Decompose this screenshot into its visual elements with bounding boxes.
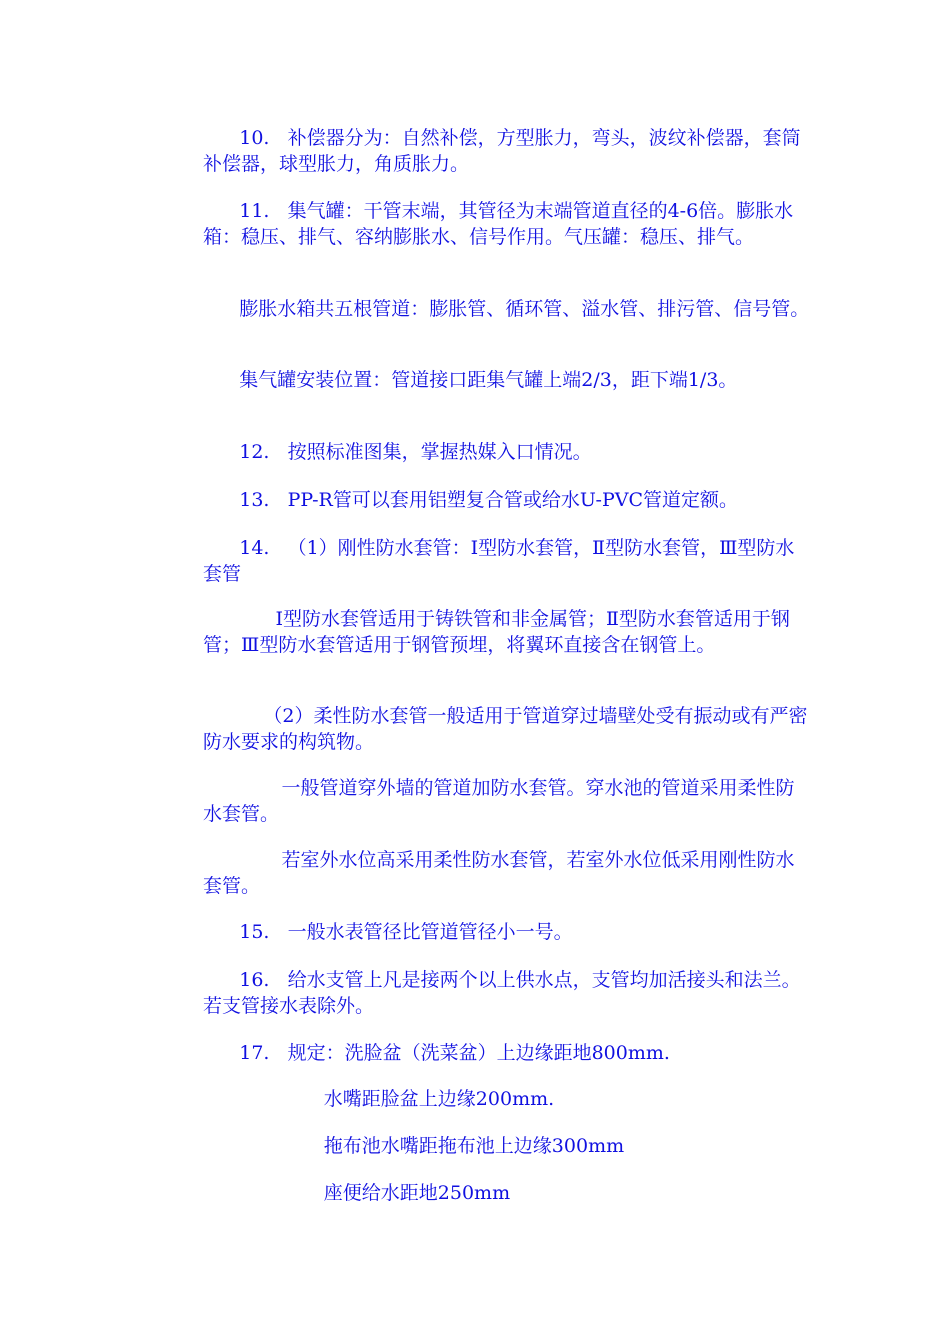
paragraph-expansion-tank-pipes: 膨胀水箱共五根管道：膨胀管、循环管、溢水管、排污管、信号管。 — [203, 298, 810, 320]
paragraph-flexible-sleeve: （2）柔性防水套管一般适用于管道穿过墙壁处受有振动或有严密防水要求的构筑物。 — [203, 705, 808, 753]
paragraph-item-15: 15. 一般水表管径比管道管径小一号。 — [203, 921, 573, 943]
paragraph-item-14: 14. （1）刚性防水套管：Ⅰ型防水套管，Ⅱ型防水套管，Ⅲ型防水套管 — [203, 537, 795, 585]
paragraph-rigid-sleeve-usage: Ⅰ型防水套管适用于铸铁管和非金属管；Ⅱ型防水套管适用于钢管；Ⅲ型防水套管适用于钢管预埋，将翼环直接含在钢管上。 — [203, 608, 790, 656]
paragraph-toilet-supply: 座便给水距地250mm — [203, 1182, 511, 1204]
paragraph-item-10: 10. 补偿器分为：自然补偿，方型胀力，弯头，波纹补偿器，套筒补偿器，球型胀力，角质胀力。 — [203, 127, 801, 175]
paragraph-faucet-height: 水嘴距脸盆上边缘200mm. — [203, 1088, 555, 1110]
paragraph-air-vessel-position: 集气罐安装位置：管道接口距集气罐上端2/3，距下端1/3。 — [203, 369, 738, 391]
paragraph-item-13: 13. PP-R管可以套用铝塑复合管或给水U-PVC管道定额。 — [203, 489, 738, 511]
paragraph-item-12: 12. 按照标准图集，掌握热媒入口情况。 — [203, 441, 592, 463]
paragraph-water-level-sleeve: 若室外水位高采用柔性防水套管，若室外水位低采用刚性防水套管。 — [203, 849, 795, 897]
paragraph-item-11: 11. 集气罐：干管末端，其管径为末端管道直径的4-6倍。膨胀水箱：稳压、排气、容纳膨胀水、信号作用。气压罐：稳压、排气。 — [203, 200, 794, 248]
paragraph-mop-sink-faucet: 拖布池水嘴距拖布池上边缘300mm — [203, 1135, 625, 1157]
paragraph-item-17: 17. 规定：洗脸盆（洗菜盆）上边缘距地800mm. — [203, 1042, 670, 1064]
paragraph-outer-wall-sleeve: 一般管道穿外墙的管道加防水套管。穿水池的管道采用柔性防水套管。 — [203, 777, 795, 825]
paragraph-item-16: 16. 给水支管上凡是接两个以上供水点，支管均加活接头和法兰。若支管接水表除外。 — [203, 969, 801, 1017]
